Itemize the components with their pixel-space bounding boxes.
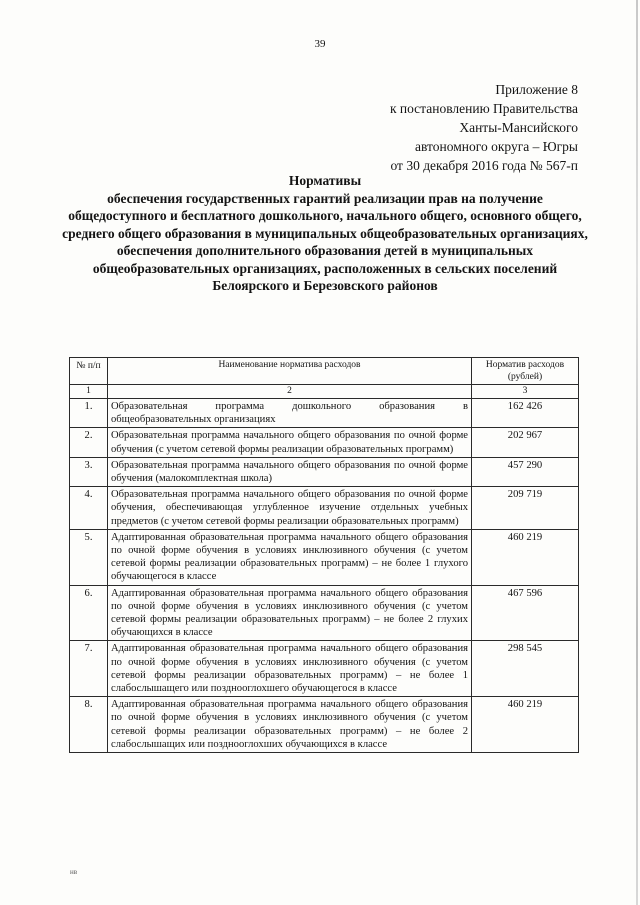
row-num: 8. (70, 697, 108, 753)
row-value: 460 219 (472, 697, 579, 753)
row-name: Адаптированная образовательная программа начального общего образования по очной форме обучения в условиях инклюзивного обучения (с учетом сетевой формы реализации образовательных программ) – не более 1 глухого обучающегося в классе (108, 529, 472, 585)
appendix-line: к постановлению Правительства (389, 101, 578, 116)
row-value: 460 219 (472, 529, 579, 585)
table-row (70, 457, 579, 486)
table-header-row (70, 358, 579, 385)
row-name: Адаптированная образовательная программа начального общего образования по очной форме обучения в условиях инклюзивного обучения (с учетом сетевой формы реализации образовательных программ) – не более 2 глухих обучающихся в классе (108, 585, 472, 641)
row-value: 298 545 (472, 641, 579, 697)
appendix-line: Ханты-Мансийского (459, 120, 578, 135)
row-num: 3. (70, 457, 108, 486)
norms-table (69, 357, 579, 753)
appendix-line: Приложение 8 (495, 82, 578, 97)
scan-edge-shadow (636, 0, 638, 905)
appendix-line: автономного округа – Югры (415, 139, 578, 154)
table-row (70, 697, 579, 753)
title-main: Нормативы (288, 173, 362, 188)
row-value: 209 719 (472, 487, 579, 530)
row-name: Образовательная программа начального общего образования по очной форме обучения (с учетом сетевой формы реализации образовательных программ) (108, 428, 472, 457)
footer-mark: нв (70, 868, 78, 876)
row-value: 202 967 (472, 428, 579, 457)
row-num: 4. (70, 487, 108, 530)
appendix-reference (390, 80, 578, 175)
header-name: Наименование норматива расходов (108, 358, 472, 385)
table-row (70, 428, 579, 457)
index-cell: 1 (70, 385, 108, 399)
row-num: 2. (70, 428, 108, 457)
table-row (70, 585, 579, 641)
title-subtitle: обеспечения государственных гарантий реализации прав на получение общедоступного и бесплатного дошкольного, начального общего, основного общего, среднего общего образования в муниципальных общеобразовательных организациях, обеспечения дополнительного образования детей в муниципальных общеобразовательных организациях, расположенных в сельских поселений Белоярского и Березовского районов (62, 190, 588, 293)
row-name: Адаптированная образовательная программа начального общего образования по очной форме обучения в условиях инклюзивного обучения (с учетом сетевой формы реализации образовательных программ) – не более 2 слабослышащих или позднооглохших обучающихся в классе (108, 697, 472, 753)
page-number: 39 (314, 38, 326, 50)
table-index-row (70, 385, 579, 399)
row-num: 1. (70, 399, 108, 428)
row-name: Адаптированная образовательная программа начального общего образования по очной форме обучения в условиях инклюзивного обучения (с учетом сетевой формы реализации образовательных программ) – не более 1 слабослышащего или позднооглохшего обучающегося в классе (108, 641, 472, 697)
row-name: Образовательная программа начального общего образования по очной форме обучения, обеспечивающая углубленное изучение отдельных учебных предметов (с учетом сетевой формы реализации образовательных программ) (108, 487, 472, 530)
table-row (70, 487, 579, 530)
index-cell: 2 (108, 385, 472, 399)
row-name: Образовательная программа начального общего образования по очной форме обучения (малокомплектная школа) (108, 457, 472, 486)
table-row (70, 641, 579, 697)
row-name: Образовательная программа дошкольного образования в общеобразовательных организациях (108, 399, 472, 428)
header-value: Норматив расходов (рублей) (472, 358, 579, 385)
appendix-line: от 30 декабря 2016 года № 567-п (390, 158, 578, 173)
row-value: 457 290 (472, 457, 579, 486)
row-num: 5. (70, 529, 108, 585)
row-num: 6. (70, 585, 108, 641)
index-cell: 3 (472, 385, 579, 399)
table-row (70, 529, 579, 585)
row-value: 162 426 (472, 399, 579, 428)
document-title (60, 172, 590, 295)
header-num: № п/п (70, 358, 108, 385)
row-num: 7. (70, 641, 108, 697)
table-row (70, 399, 579, 428)
row-value: 467 596 (472, 585, 579, 641)
